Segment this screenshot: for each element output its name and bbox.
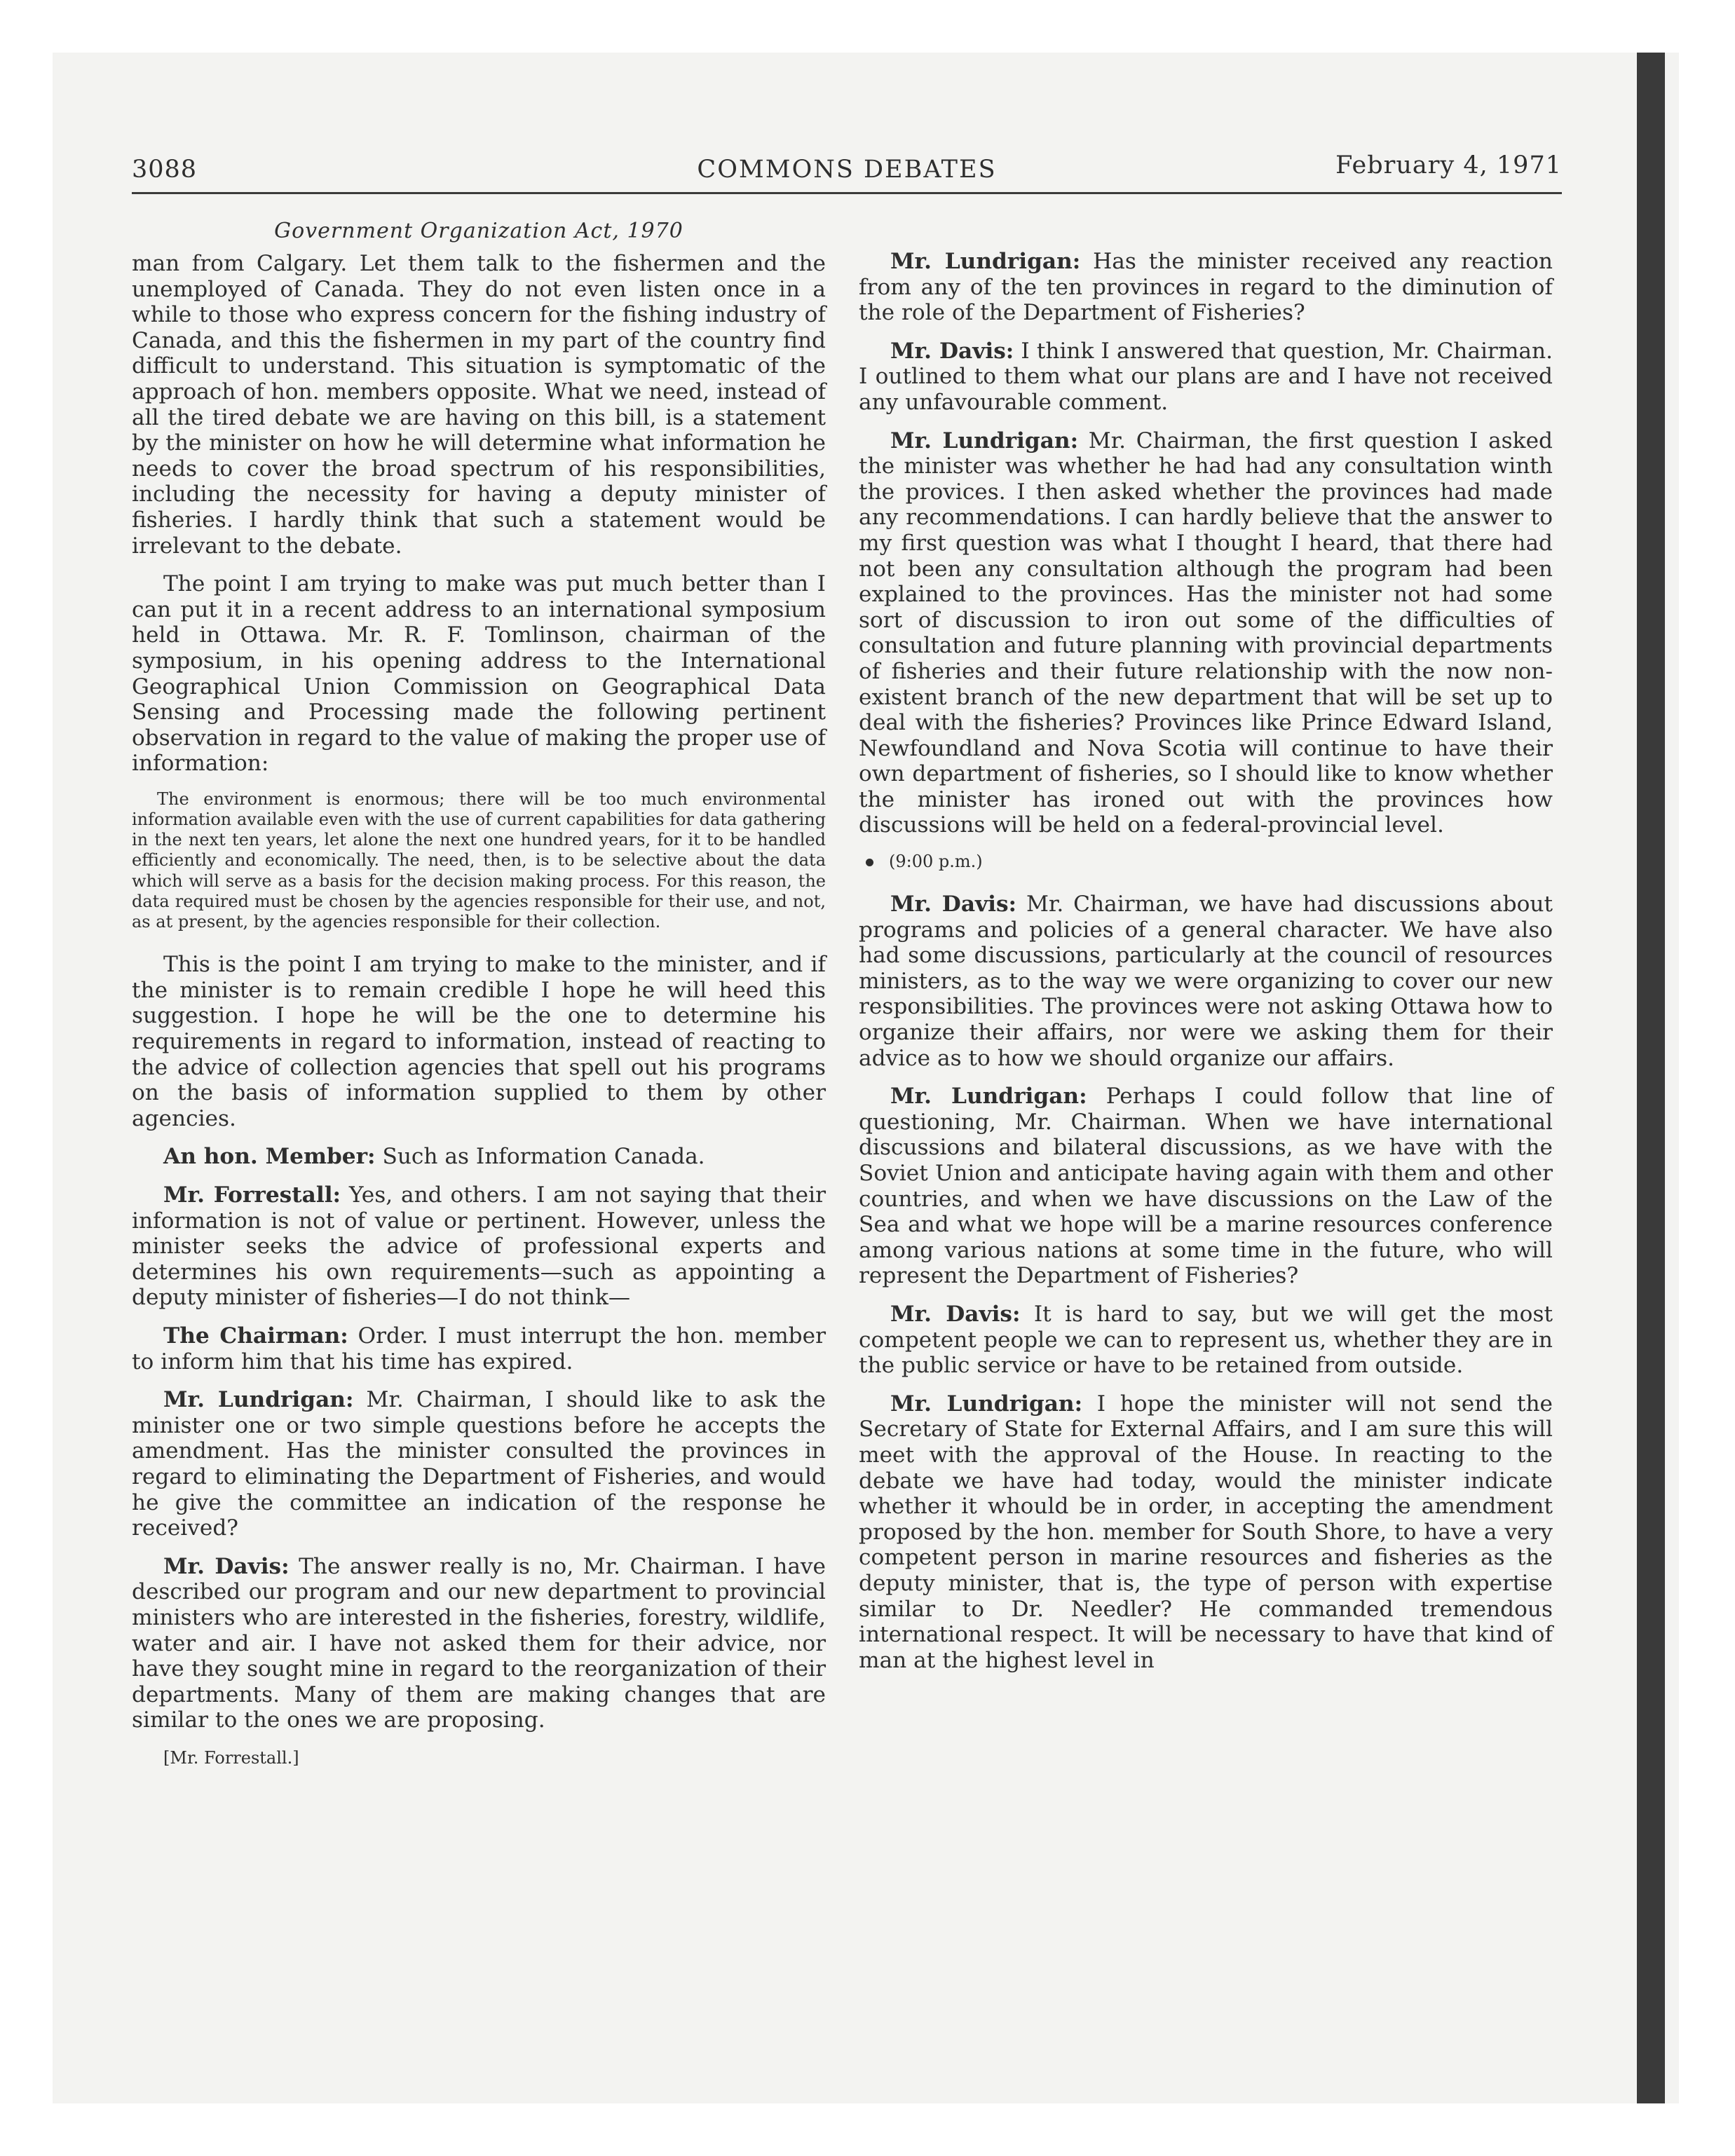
- page-number: 3088: [132, 156, 198, 184]
- speaker-name: Mr. Lundrigan:: [163, 1387, 354, 1413]
- speech: [859, 249, 1553, 326]
- speech-text: The answer really is no, Mr. Chairman. I have described our program and our new department to provincial ministers who are interested in the fisheries, forestry, wildlife, water and air. I have not asked them for their advice, nor have they sought mine in regard to the reorganization of their departments. Many of them are making changes that are similar to the ones we are proposing.: [132, 1553, 826, 1733]
- block-quote: The environment is enormous; there will be too much environmental information available even with the use of current capabilities for data gathering in the next ten years, let alone the next one hundred years, for it to be handled efficiently and economically. The need, then, is to be selective about the data which will serve as a basis for the decision making process. For this reason, the data required must be chosen by the agencies responsible for their use, and not, as at present, by the agencies responsible for their collection.: [132, 789, 826, 932]
- speaker-name: Mr. Lundrigan:: [890, 1391, 1083, 1417]
- speech: [859, 892, 1553, 1071]
- speaker-name: Mr. Davis:: [890, 892, 1017, 917]
- speaker-name: An hon. Member:: [163, 1144, 376, 1170]
- speech-text: I hope the minister will not send the Secretary of State for External Affairs, and I am sure this will meet with the approval of the House. In reacting to the debate we have had today, would the minister indicate whether it whould be in order, in accepting the amendment proposed by the hon. member for South Shore, to have a very competent person in marine resources and fisheries as the deputy minister, that is, the type of person with expertise similar to Dr. Needler? He commanded tremendous international respect. It will be necessary to have that kind of man at the highest level in: [859, 1391, 1553, 1673]
- speech-text: Perhaps I could follow that line of questioning, Mr. Chairman. When we have international discussions and bilateral discussions, as we have with the Soviet Union and anticipate having again with them and other countries, and when we have discussions on the Law of the Sea and what we hope will be a marine resources conference among various nations at some time in the future, who will represent the Department of Fisheries?: [859, 1084, 1553, 1289]
- speech: [132, 1554, 826, 1733]
- speaker-name: Mr. Lundrigan:: [890, 249, 1081, 274]
- speaker-attribution: [Mr. Forrestall.]: [163, 1747, 299, 1768]
- speech-text: Has the minister received any reaction from any of the ten provinces in regard to the diminution of the role of the Department of Fisheries?: [859, 249, 1553, 326]
- speaker-name: Mr. Davis:: [890, 1301, 1021, 1327]
- speech: [132, 1323, 826, 1374]
- speech-text: Order. I must interrupt the hon. member to inform him that his time has expired.: [132, 1323, 826, 1374]
- binding-edge: [1637, 53, 1665, 2103]
- left-column: [132, 251, 826, 1768]
- speech-text: Yes, and others. I am not saying that their information is not of value or pertinent. However, unless the minister seeks the advice of professional experts and determines his own requirements—such as appointing a deputy minister of fisheries—I do not think—: [132, 1182, 826, 1311]
- speaker-name: Mr. Davis:: [163, 1553, 290, 1579]
- speech: [132, 1387, 826, 1541]
- speech: [859, 1084, 1553, 1289]
- speaker-name: Mr. Lundrigan:: [890, 428, 1079, 453]
- speech-text: Such as Information Canada.: [375, 1144, 705, 1170]
- speaker-name: The Chairman:: [163, 1323, 348, 1349]
- bullet-icon: [866, 859, 873, 866]
- time-stamp: (9:00 p.m.): [889, 852, 983, 872]
- speech-text: I think I answered that question, Mr. Chairman. I outlined to them what our plans are and I have not received any unfavourable comment.: [859, 338, 1553, 415]
- speaker-name: Mr. Lundrigan:: [890, 1084, 1087, 1110]
- speech: [132, 1182, 826, 1311]
- speech-text: It is hard to say, but we will get the most competent people we can to represent us, whether they are in the public service or have to be retained from outside.: [859, 1301, 1553, 1379]
- section-subtitle: Government Organization Act, 1970: [274, 219, 683, 243]
- speech-text: Mr. Chairman, I should like to ask the minister one or two simple questions before he accepts the amendment. Has the minister consulted the provinces in regard to eliminating the Department of Fisheries, and would he give the committee an indication of the response he received?: [132, 1387, 826, 1541]
- speech: [859, 428, 1553, 839]
- speaker-name: Mr. Forrestall:: [163, 1182, 341, 1208]
- paragraph: man from Calgary. Let them talk to the fishermen and the unemployed of Canada. They do not even listen once in a while to those who express concern for the fishing industry of Canada, and this the fishermen in my part of the country find difficult to understand. This situation is symptomatic of the approach of hon. members opposite. What we need, instead of all the tired debate we are having on this bill, is a statement by the minister on how he will determine what information he needs to cover the broad spectrum of his responsibilities, including the necessity for having a deputy minister of fisheries. I hardly think that such a statement would be irrelevant to the debate.: [132, 251, 826, 559]
- speech-text: Mr. Chairman, the first question I asked the minister was whether he had had any consultation winth the provices. I then asked whether the provinces had made any recommendations. I can hardly believe that the answer to my first question was what I thought I heard, that there had not been any consultation although the program had been explained to the provinces. Has the minister not had some sort of discussion to iron out some of the difficulties of consultation and future planning with provincial departments of fisheries and their future relationship with the now non-existent branch of the new department that will be set up to deal with the fisheries? Provinces like Prince Edward Island, Newfoundland and Nova Scotia will continue to have their own department of fisheries, so I should like to know whether the minister has ironed out with the provinces how discussions will be held on a federal-provincial level.: [859, 428, 1553, 838]
- paragraph: This is the point I am trying to make to the minister, and if the minister is to remain credible I hope he will heed this suggestion. I hope he will be the one to determine his requirements in regard to information, instead of reacting to the advice of collection agencies that spell out his programs on the basis of information supplied to them by other agencies.: [132, 952, 826, 1131]
- speech: [859, 1391, 1553, 1674]
- publication-title: COMMONS DEBATES: [697, 156, 997, 184]
- page-header: [132, 151, 1562, 194]
- page-date: February 4, 1971: [1335, 151, 1562, 179]
- time-marker: [859, 851, 1553, 872]
- right-column: [859, 249, 1553, 1686]
- paragraph: The point I am trying to make was put much better than I can put it in a recent address to an international symposium held in Ottawa. Mr. R. F. Tomlinson, chairman of the symposium, in his opening address to the International Geographical Union Commission on Geographical Data Sensing and Processing made the following pertinent observation in regard to the value of making the proper use of information:: [132, 571, 826, 777]
- speech: [859, 339, 1553, 416]
- speaker-name: Mr. Davis:: [890, 338, 1014, 364]
- speech: [132, 1144, 826, 1170]
- speech: [859, 1302, 1553, 1379]
- speech-text: Mr. Chairman, we have had discussions about programs and policies of a general character. We have also had some discussions, particularly at the council of resources ministers, as to the way we were organizing to cover our new responsibilities. The provinces were not asking Ottawa how to organize their affairs, nor were we asking them for their advice as to how we should organize our affairs.: [859, 892, 1553, 1071]
